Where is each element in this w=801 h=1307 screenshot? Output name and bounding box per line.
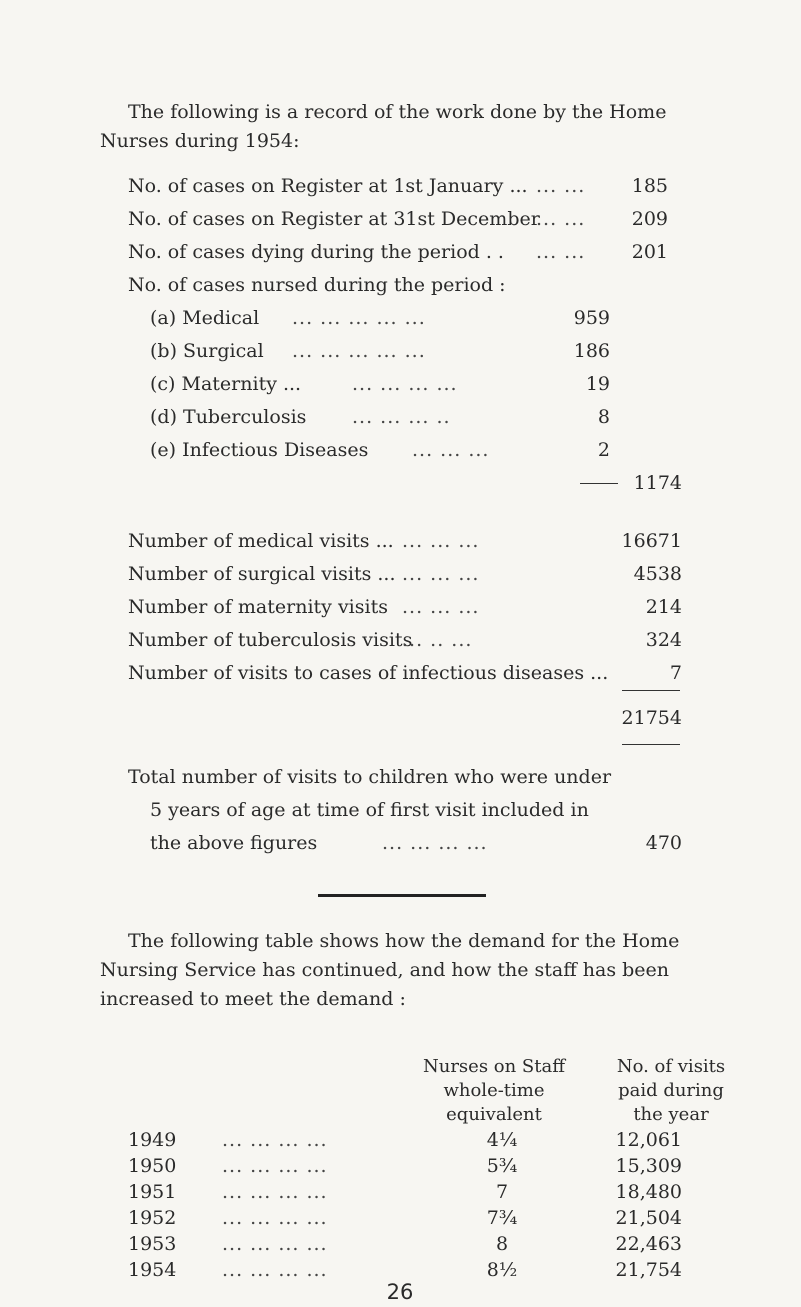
row-visits-1950: 15,309 (615, 1155, 682, 1177)
header-nurses-line-3: equivalent (446, 1104, 542, 1125)
row-nurses-1951: 7 (495, 1181, 509, 1203)
header-nurses-line-1: Nurses on Staff (422, 1056, 566, 1077)
row-dots-1951: ... ... ... ... (222, 1181, 328, 1203)
visits-label-maternity: Number of maternity visits (128, 596, 388, 618)
visits-total-rule-bottom (622, 744, 680, 745)
row-nurses-1954: 8½ (486, 1259, 518, 1281)
row-year-1951: 1951 (128, 1181, 177, 1203)
row-visits-1949: 12,061 (615, 1129, 682, 1151)
row-dots-1950: ... ... ... ... (222, 1155, 328, 1177)
section-divider (318, 894, 486, 897)
header-visits-line-2: paid during (618, 1080, 724, 1101)
visits-total-rule-top (622, 690, 680, 691)
nursed-dots-c: ... ... ... ... (352, 373, 458, 395)
row-year-1954: 1954 (128, 1259, 177, 1281)
register-value-3: 201 (631, 241, 668, 263)
register-dots-3: ... ... (536, 241, 586, 263)
row-nurses-1950: 5¾ (486, 1155, 518, 1177)
header-visits-line-1: No. of visits (616, 1056, 726, 1077)
visits-label-medical: Number of medical visits ... (128, 530, 394, 552)
header-visits-line-3: the year (633, 1104, 709, 1125)
row-dots-1954: ... ... ... ... (222, 1259, 328, 1281)
nursed-value-a: 959 (573, 307, 610, 329)
row-visits-1954: 21,754 (615, 1259, 682, 1281)
row-dots-1952: ... ... ... ... (222, 1207, 328, 1229)
register-dots-2: ... ... (536, 208, 586, 230)
row-visits-1952: 21,504 (615, 1207, 682, 1229)
children-line-3: the above figures (150, 832, 318, 854)
row-year-1953: 1953 (128, 1233, 177, 1255)
table-intro-paragraph (100, 927, 728, 1014)
visits-value-medical: 16671 (621, 530, 682, 552)
nursed-total-rule (580, 483, 618, 484)
row-dots-1949: ... ... ... ... (222, 1129, 328, 1151)
nursed-dots-b: ... ... ... ... ... (292, 340, 426, 362)
nursed-label-a: (a) Medical (150, 307, 260, 329)
register-label-2: No. of cases on Register at 31st December (128, 208, 540, 230)
row-visits-1953: 22,463 (615, 1233, 682, 1255)
header-nurses (400, 1055, 588, 1127)
nursed-value-b: 186 (573, 340, 610, 362)
nursed-value-c: 19 (585, 373, 610, 395)
visits-value-infectious: 7 (669, 662, 682, 684)
row-year-1950: 1950 (128, 1155, 177, 1177)
row-dots-1953: ... ... ... ... (222, 1233, 328, 1255)
children-dots: ... ... ... ... (382, 832, 488, 854)
nursed-label-e: (e) Infectious Diseases (150, 439, 369, 461)
row-visits-1951: 18,480 (615, 1181, 682, 1203)
visits-dots-tuberculosis: ... .. ... (402, 629, 473, 651)
visits-value-tuberculosis: 324 (645, 629, 682, 651)
children-line-2: 5 years of age at time of first visit included in (150, 799, 589, 821)
nursed-value-e: 2 (597, 439, 610, 461)
page-number: 26 (386, 1280, 414, 1304)
register-value-2: 209 (631, 208, 668, 230)
visits-dots-medical: ... ... ... (402, 530, 480, 552)
nursed-label-c: (c) Maternity ... (150, 373, 302, 395)
row-nurses-1952: 7¾ (486, 1207, 518, 1229)
register-value-1: 185 (631, 175, 668, 197)
visits-label-infectious: Number of visits to cases of infectious diseases ... (128, 662, 609, 684)
intro-text: The following is a record of the work done by the Home Nurses during 1954: (100, 101, 667, 152)
children-line-1: Total number of visits to children who were under (128, 766, 612, 788)
visits-dots-maternity: ... ... ... (402, 596, 480, 618)
visits-dots-surgical: ... ... ... (402, 563, 480, 585)
nursed-total: 1174 (633, 472, 682, 494)
register-label-1: No. of cases on Register at 1st January ... (128, 175, 528, 197)
header-nurses-line-2: whole-time (443, 1080, 545, 1101)
header-visits (596, 1055, 746, 1127)
register-label-3: No. of cases dying during the period . . (128, 241, 504, 263)
children-value: 470 (645, 832, 682, 854)
visits-label-tuberculosis: Number of tuberculosis visits (128, 629, 413, 651)
visits-value-surgical: 4538 (633, 563, 682, 585)
nursed-dots-d: ... ... ... .. (352, 406, 451, 428)
nursed-dots-a: ... ... ... ... ... (292, 307, 426, 329)
nursed-label-d: (d) Tuberculosis (150, 406, 307, 428)
nursed-heading: No. of cases nursed during the period : (128, 274, 506, 296)
nursed-label-b: (b) Surgical (150, 340, 264, 362)
row-nurses-1949: 4¼ (486, 1129, 518, 1151)
register-dots-1: ... ... (536, 175, 586, 197)
row-nurses-1953: 8 (495, 1233, 509, 1255)
row-year-1949: 1949 (128, 1129, 177, 1151)
nursed-value-d: 8 (597, 406, 610, 428)
table-intro-text: The following table shows how the demand for the Home Nursing Service has continued, and how the staff has been increased to meet the demand : (100, 930, 680, 1010)
row-year-1952: 1952 (128, 1207, 177, 1229)
visits-total: 21754 (621, 707, 682, 729)
visits-label-surgical: Number of surgical visits ... (128, 563, 396, 585)
nursed-dots-e: ... ... ... (412, 439, 490, 461)
intro-paragraph (100, 98, 728, 156)
visits-value-maternity: 214 (645, 596, 682, 618)
